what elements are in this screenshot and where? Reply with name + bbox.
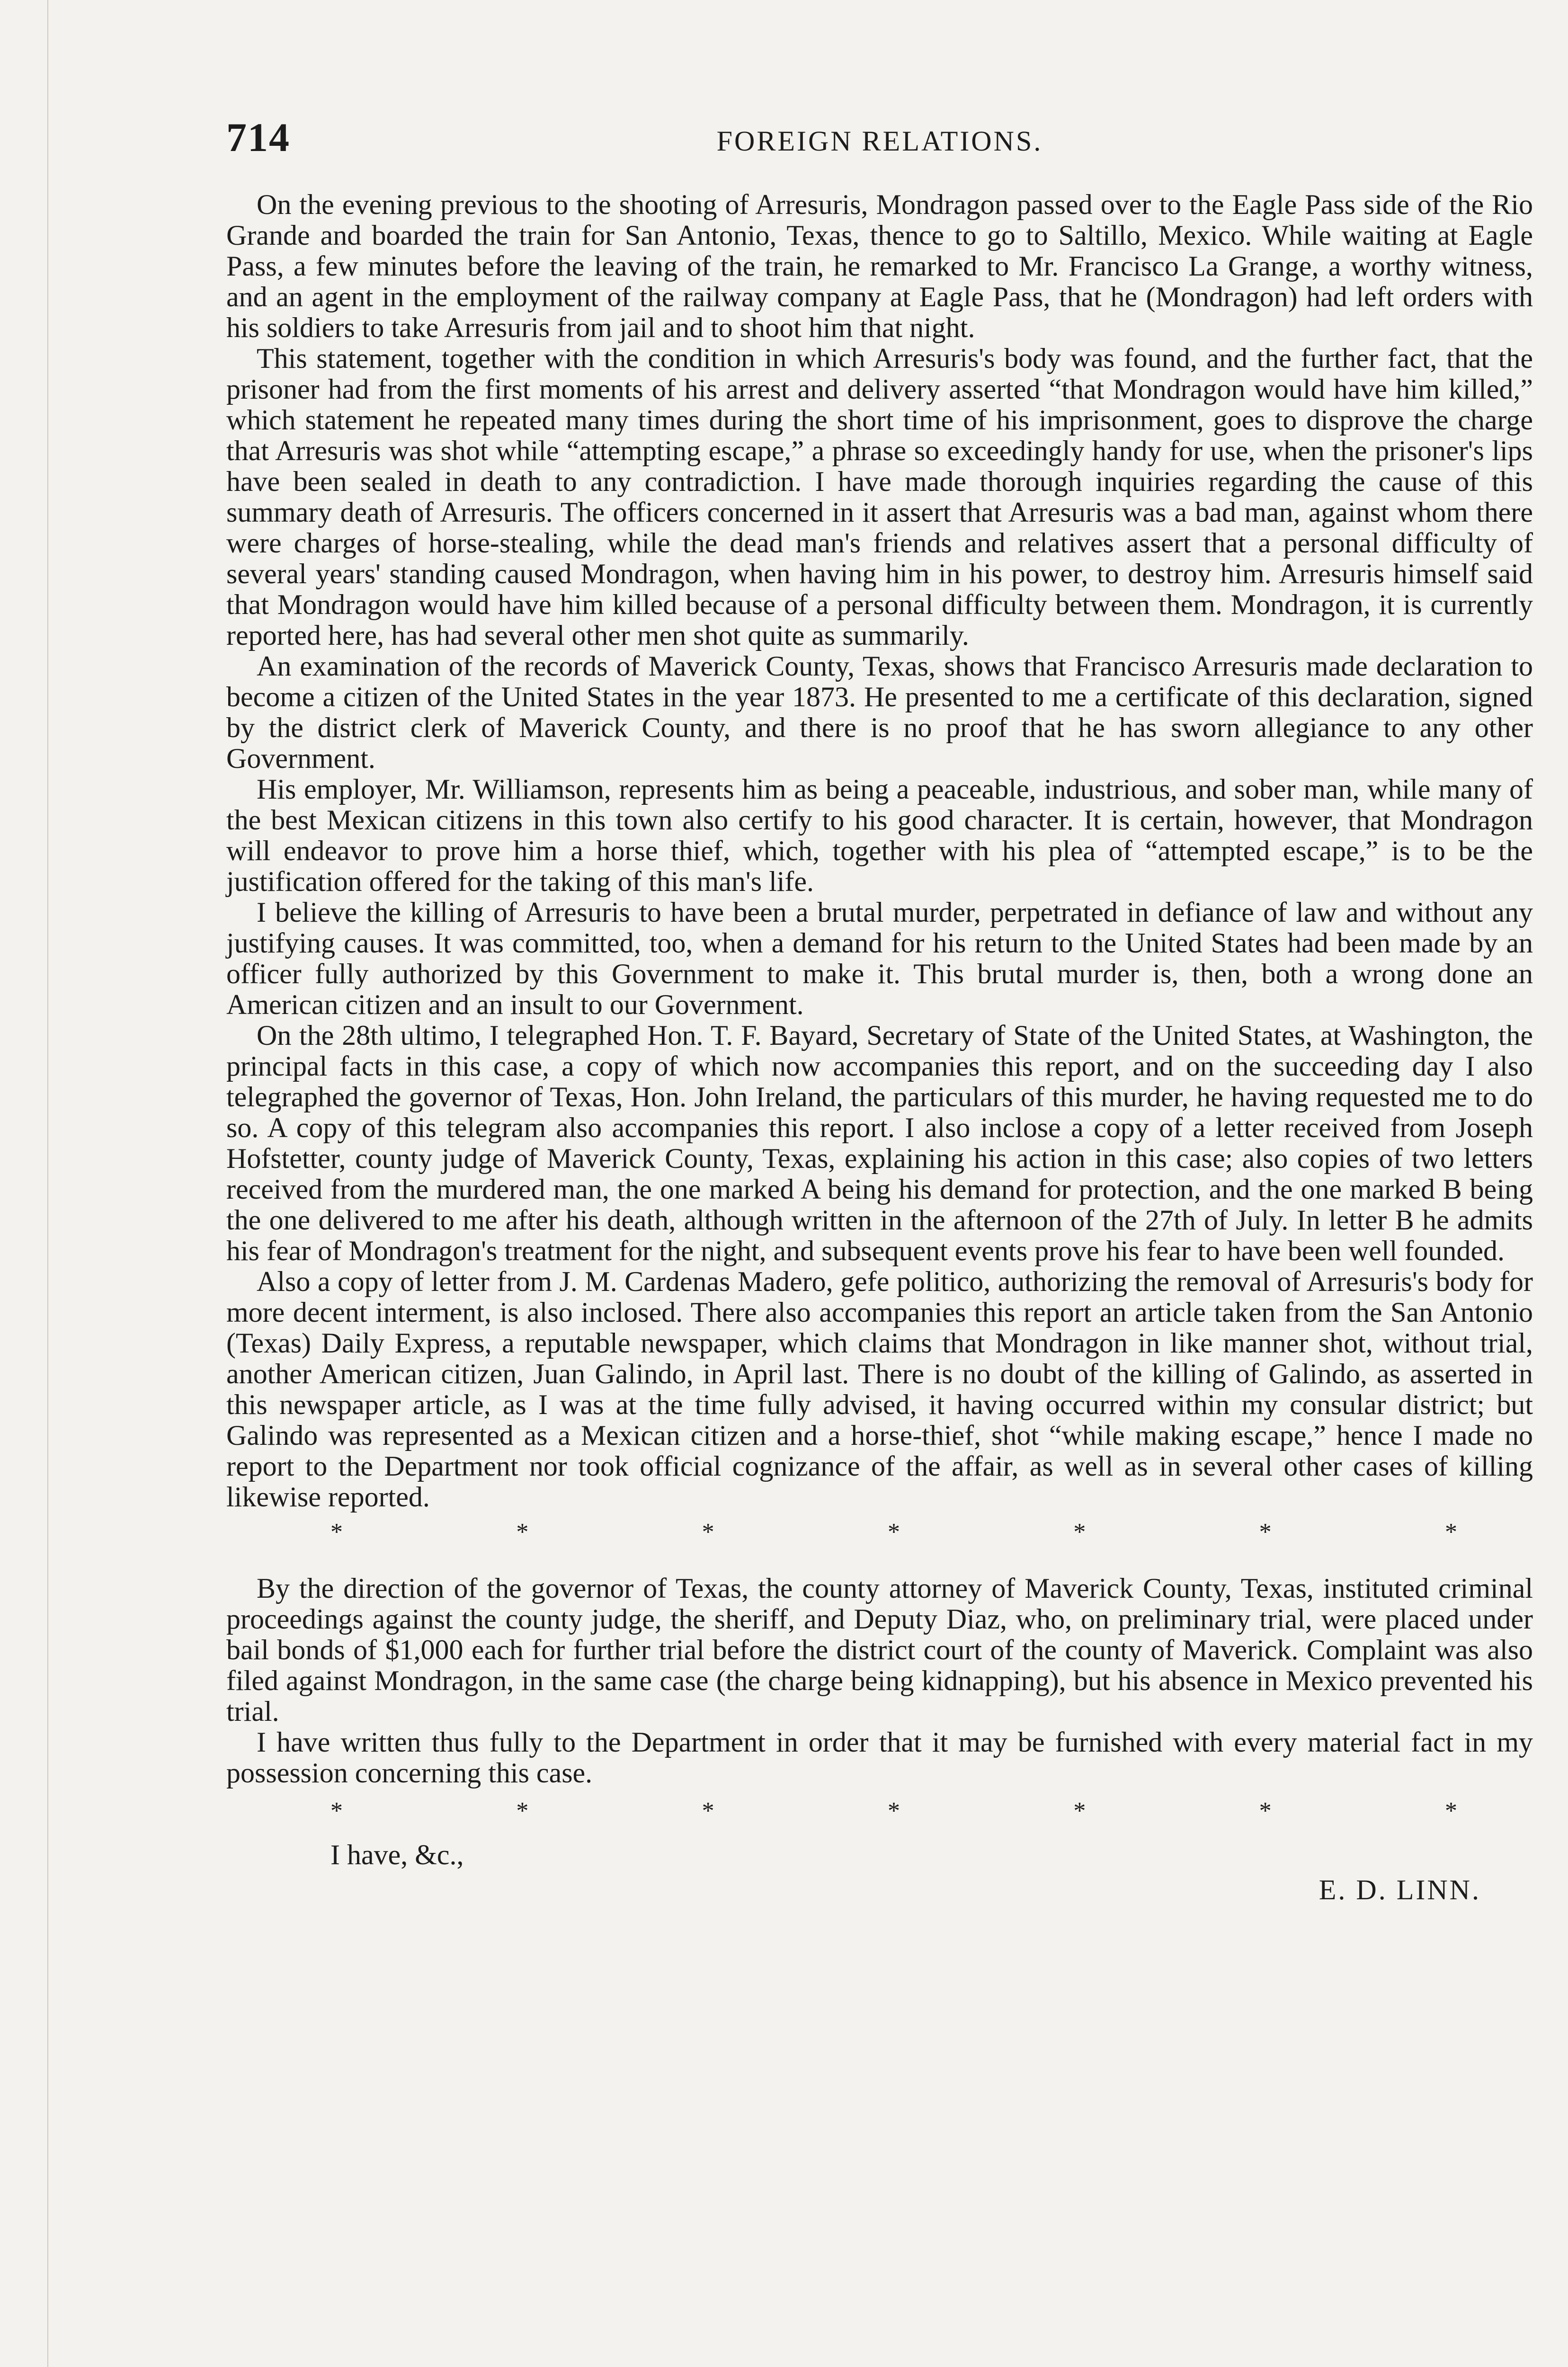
left-margin-rule xyxy=(47,0,48,2367)
paragraph: On the evening previous to the shooting of Arresuris, Mondragon passed over to the Eagle Pass side of the Rio Grande and boarded the train for San Antonio, Texas, thence to go to Saltillo, Mexico. While waiting at Eagle Pass, a few minutes before the leaving of the train, he remarked to Mr. Francisco La Grange, a worthy witness, and an agent in the employment of the railway company at Eagle Pass, that he (Mondragon) had left orders with his soldiers to take Arresuris from jail and to shoot him that night. xyxy=(226,189,1533,343)
asterisk: * xyxy=(1259,1519,1272,1546)
asterisk: * xyxy=(702,1797,714,1824)
asterisk: * xyxy=(516,1519,529,1546)
ellipsis-row xyxy=(226,1518,1533,1547)
asterisk: * xyxy=(1073,1797,1086,1824)
asterisk: * xyxy=(1444,1797,1457,1824)
paragraph: This statement, together with the condition in which Arresuris's body was found, and the further fact, that the prisoner had from the first moments of his arrest and delivery asserted “that Mondragon would have him killed,” which statement he repeated many times during the short time of his imprisonment, goes to disprove the charge that Arresuris was shot while “attempting escape,” a phrase so exceedingly handy for use, when the prisoner's lips have been sealed in death to any contradiction. I have made thorough inquiries regarding the cause of this summary death of Arresuris. The officers concerned in it assert that Arresuris was a bad man, against whom there were charges of horse-stealing, while the dead man's friends and relatives assert that a personal difficulty of several years' standing caused Mondragon, when having him in his power, to destroy him. Arresuris himself said that Mondragon would have him killed because of a personal difficulty between them. Mondragon, it is currently reported here, has had several other men shot quite as summarily. xyxy=(226,343,1533,651)
asterisk: * xyxy=(1073,1519,1086,1546)
document-body xyxy=(226,189,1533,1920)
asterisk: * xyxy=(1259,1797,1272,1824)
paragraph: Also a copy of letter from J. M. Cardenas Madero, gefe politico, authorizing the removal of Arresuris's body for more decent interment, is also inclosed. There also accompanies this report an article taken from the San Antonio (Texas) Daily Express, a reputable newspaper, which claims that Mondragon in like manner shot, without trial, another American citizen, Juan Galindo, in April last. There is no doubt of the killing of Galindo, as asserted in this newspaper article, as I was at the time fully advised, it having occurred within my consular district; but Galindo was represented as a Mexican citizen and a horse-thief, shot “while making escape,” hence I made no report to the Department nor took official cognizance of the affair, as well as in several other cases of killing likewise reported. xyxy=(226,1266,1533,1513)
asterisk: * xyxy=(702,1519,714,1546)
ellipsis-row xyxy=(226,1797,1533,1825)
asterisk: * xyxy=(1444,1519,1457,1546)
paragraph: I believe the killing of Arresuris to have been a brutal murder, perpetrated in defiance of law and without any justifying causes. It was committed, too, when a demand for his return to the United States had been made by an officer fully authorized by this Government to make it. This brutal murder is, then, both a wrong done an American citizen and an insult to our Government. xyxy=(226,897,1533,1020)
salutation: I have, &c., xyxy=(330,1839,464,1870)
asterisk: * xyxy=(516,1797,529,1824)
asterisk: * xyxy=(887,1797,900,1824)
running-head: FOREIGN RELATIONS. xyxy=(716,125,1043,157)
paragraph: An examination of the records of Maverick County, Texas, shows that Francisco Arresuris made declaration to become a citizen of the United States in the year 1873. He presented to me a certificate of this declaration, signed by the district clerk of Maverick County, and there is no proof that he has sworn allegiance to any other Government. xyxy=(226,650,1533,774)
closing-block xyxy=(226,1835,1533,1920)
paragraph: On the 28th ultimo, I telegraphed Hon. T. F. Bayard, Secretary of State of the United States, at Washington, the principal facts in this case, a copy of which now accompanies this report, and on the succeeding day I also telegraphed the governor of Texas, Hon. John Ireland, the particulars of this murder, he having requested me to do so. A copy of this telegram also accompanies this report. I also inclose a copy of a letter received from Joseph Hofstetter, county judge of Maverick County, Texas, explaining his action in this case; also copies of two letters received from the murdered man, the one marked A being his demand for protection, and the one marked B being the one delivered to me after his death, although written in the afternoon of the 27th of July. In letter B he admits his fear of Mondragon's treatment for the night, and subsequent events prove his fear to have been well founded. xyxy=(226,1020,1533,1266)
signature: E. D. LINN. xyxy=(1319,1874,1481,1905)
asterisk: * xyxy=(330,1797,343,1824)
page-number: 714 xyxy=(226,115,290,160)
paragraph: I have written thus fully to the Department in order that it may be furnished with every material fact in my possession concerning this case. xyxy=(226,1726,1533,1789)
paragraph: By the direction of the governor of Texas, the county attorney of Maverick County, Texas, instituted criminal proceedings against the county judge, the sheriff, and Deputy Diaz, who, on preliminary trial, were placed under bail bonds of $1,000 each for further trial before the district court of the county of Maverick. Complaint was also filed against Mondragon, in the same case (the charge being kidnapping), but his absence in Mexico prevented his trial. xyxy=(226,1573,1533,1727)
asterisk: * xyxy=(330,1519,343,1546)
page-header xyxy=(226,114,1533,166)
paragraph: His employer, Mr. Williamson, represents him as being a peaceable, industrious, and sober man, while many of the best Mexican citizens in this town also certify to his good character. It is certain, however, that Mondragon will endeavor to prove him a horse thief, which, together with his plea of “attempted escape,” is to be the justification offered for the taking of this man's life. xyxy=(226,774,1533,897)
asterisk: * xyxy=(887,1519,900,1546)
